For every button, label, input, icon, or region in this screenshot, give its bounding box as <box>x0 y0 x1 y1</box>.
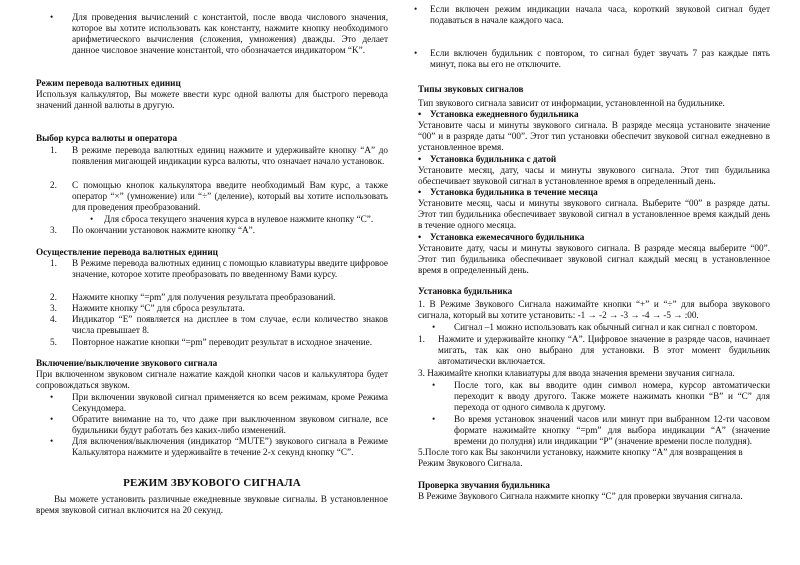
bullet-text: Обратите внимание на то, что даже при выключенном звуковом сигнале, все будильники будут работать без каких-либо изменений. <box>72 414 388 435</box>
bullet-text: Сигнал –1 можно использовать как обычный сигнал и как сигнал с повтором. <box>454 322 758 332</box>
bullet-icon: • <box>90 214 94 224</box>
reset-rate-text: Для сброса текущего значения курса в нулевое нажмите кнопку “C”. <box>104 214 374 224</box>
item-number: 4. <box>50 314 57 324</box>
list-item <box>50 303 388 314</box>
bullet-item <box>414 48 770 70</box>
bullet-item <box>432 414 770 447</box>
bullet-item <box>50 392 388 414</box>
alarm-check-text: В Режиме Звукового Сигнала нажмите кнопку “C” для проверки звучания сигнала. <box>418 491 743 501</box>
alarm-type-title <box>418 232 770 243</box>
alarm-check-heading: Проверка звучания будильника <box>418 480 550 490</box>
bullet-icon: • <box>432 380 436 390</box>
item-number: 1. <box>50 145 57 155</box>
beep-toggle-heading: Включение/выключение звукового сигнала <box>36 358 218 368</box>
bullet-item <box>50 414 388 436</box>
bullet-icon: • <box>418 154 422 164</box>
bullet-text: Если включен режим индикации начала часа, короткий звуковой сигнал будет подаваться в начале каждого часа. <box>430 4 770 25</box>
list-item <box>50 145 388 167</box>
item-number: 5. <box>50 337 57 347</box>
bullet-item <box>414 4 770 26</box>
alarm-type-title <box>418 109 770 120</box>
item-text: В режиме перевода валютных единиц нажмите и удерживайте кнопку “A” до появления мигающей индикации курса валюты, что означает начало установок. <box>72 145 388 166</box>
bullet-item <box>432 380 770 413</box>
item-number: 2. <box>50 292 57 302</box>
bullet-icon: • <box>50 436 54 446</box>
alarm-type-title <box>418 154 770 165</box>
item-text: В Режиме перевода валютных единиц с помощью клавиатуры введите цифровое значение, которое хотите преобразовать по введенному Вами курсу. <box>72 258 388 279</box>
daily-alarm-title: Установка ежедневного будильника <box>430 109 579 119</box>
item-text: Индикатор “E” появляется на дисплее в том случае, если количество знаков числа превышает 8. <box>72 314 388 335</box>
item-text: Нажмите и удерживайте кнопку “A”. Цифровое значение в разряде часов, начинает мигать, так как оно выбрано для установки. В этот момент будильник автоматически включается. <box>438 334 770 366</box>
list-item <box>50 258 388 280</box>
bullet-icon: • <box>418 109 422 119</box>
currency-mode-heading: Режим перевода валютных единиц <box>36 78 181 88</box>
bullet-item <box>50 12 388 56</box>
item-text: Нажмите кнопку “=pm” для получения результата преобразований. <box>72 292 336 302</box>
alarm-type-title <box>418 187 770 198</box>
list-item <box>50 292 388 303</box>
signal-types-text: Тип звукового сигнала зависит от информации, установленной на будильнике. <box>418 98 725 108</box>
sound-mode-text: Вы можете установить различные ежедневные звуковые сигналы. В установленное время звуковой сигнал включится на 20 секунд. <box>36 494 388 515</box>
constant-bullet-text: Для проведения вычислений с константой, после ввода числового значения, которое вы хотите использовать как константу, нажмите кнопку необходимого арифметического вычисления (сложения, умножения) дважды. Это делает данное числовое значение константой, что обозначается индикатором “K”. <box>72 12 388 55</box>
month-alarm-title: Установка будильника в течение месяца <box>430 187 598 197</box>
item-number: 3. <box>50 303 57 313</box>
bullet-icon: • <box>432 414 436 424</box>
bullet-text: При включении звуковой сигнал применяется ко всем режимам, кроме Режима Секундомера. <box>72 392 388 413</box>
alarm-setup-heading: Установка будильника <box>418 286 513 296</box>
list-item <box>50 225 388 236</box>
currency-mode-text: Используя калькулятор, Вы можете ввести курс одной валюты для быстрого перевода значений данной валюты в другую. <box>36 89 388 110</box>
bullet-item <box>90 214 388 225</box>
bullet-icon: • <box>418 187 422 197</box>
date-alarm-title: Установка будильника с датой <box>430 154 557 164</box>
setup-step-1: 1. В Режиме Звукового Сигнала нажимайте кнопки “+” и “÷” для выбора звукового сигнала, который вы хотите установить: -1 → -2 → -3 → -4 → -5 → :00. <box>418 299 770 320</box>
bullet-icon: • <box>50 414 54 424</box>
item-text: С помощью кнопок калькулятора введите необходимый Вам курс, а также оператор “×” (умножение) или “÷” (деление), который вы хотите использовать для проведения преобразований. <box>72 180 388 212</box>
item-text: По окончании установок нажмите кнопку “A”. <box>72 225 256 235</box>
list-item <box>50 314 388 336</box>
item-number: 3. <box>50 225 57 235</box>
bullet-text: Во время установок значений часов или минут при выбранном 12-ти часовом формате нажимайте кнопку “=pm” для выбора индикации “A” (значение времени до полудня) или индикации “P” (значение времени после полудня). <box>454 414 770 446</box>
bullet-icon: • <box>50 392 54 402</box>
item-text: Повторное нажатие кнопки “=pm” переводит результат в исходное значение. <box>72 337 373 347</box>
item-number: 1. <box>418 334 425 344</box>
monthly-alarm-text: Установите дату, часы и минуты звукового сигнала. В разряде месяца выберите “00”. Этот тип будильника обеспечивает звуковой сигнал каждый месяц в установленное время в определенный день. <box>418 243 770 275</box>
bullet-icon: • <box>414 4 418 14</box>
item-text: Нажмите кнопку “C” для сброса результата. <box>72 303 245 313</box>
list-item <box>50 337 388 348</box>
bullet-item <box>50 436 388 458</box>
setup-step-2 <box>418 334 770 367</box>
bullet-icon: • <box>414 48 418 58</box>
signal-types-heading: Типы звуковых сигналов <box>418 84 524 94</box>
bullet-item <box>432 322 770 333</box>
list-item <box>50 180 388 213</box>
bullet-text: После того, как вы вводите один символ номера, курсор автоматически переходит к вводу другого. Также можете нажимать кнопки “B” и “C” для перехода от одного символа к другому. <box>454 380 770 412</box>
bullet-icon: • <box>432 322 436 332</box>
conversion-heading: Осуществление перевода валютных единиц <box>36 247 218 257</box>
beep-toggle-text: При включенном звуковом сигнале нажатие каждой кнопки часов и калькулятора будет сопровождаться звуком. <box>36 369 388 390</box>
bullet-text: Если включен будильник с повтором, то сигнал будет звучать 7 раз каждые пять минут, пока вы его не отключите. <box>430 48 770 69</box>
month-alarm-text: Установите месяц, часы и минуты звукового сигнала. Выберите “00” в разряде даты. Этот тип будильника обеспечивает звуковой сигнал в установленное время каждый день в течение одного месяца. <box>418 198 770 230</box>
setup-step-5: 5.После того как Вы закончили установку, нажмите кнопку “A” для возвращения в Режим Звукового Сигнала. <box>418 447 743 468</box>
monthly-alarm-title: Установка ежемесячного будильника <box>430 232 585 242</box>
setup-step-3: 3. Нажимайте кнопки клавиатуры для ввода значения времени звучания сигнала. <box>418 368 735 378</box>
daily-alarm-text: Установите часы и минуты звукового сигнала. В разряде месяца установите значение “00” и в разряде даты “00”. Этот тип установки обеспечит звуковой сигнал ежедневно в установленное время. <box>418 120 770 152</box>
item-number: 1. <box>50 258 57 268</box>
bullet-icon: • <box>50 12 54 22</box>
bullet-text: Для включения/выключения (индикатор “MUTE”) звукового сигнала в Режиме Калькулятора нажмите и удерживайте в течение 2-х секунд кнопку “C”. <box>72 436 388 457</box>
bullet-icon: • <box>418 232 422 242</box>
date-alarm-text: Установите месяц, дату, часы и минуты звукового сигнала. Этот тип будильника обеспечивает звуковой сигнал в установленное время в определенный день. <box>418 165 770 186</box>
item-number: 2. <box>50 180 57 190</box>
rate-select-heading: Выбор курса валюты и оператора <box>36 133 178 143</box>
sound-mode-title: РЕЖИМ ЗВУКОВОГО СИГНАЛА <box>123 477 301 489</box>
